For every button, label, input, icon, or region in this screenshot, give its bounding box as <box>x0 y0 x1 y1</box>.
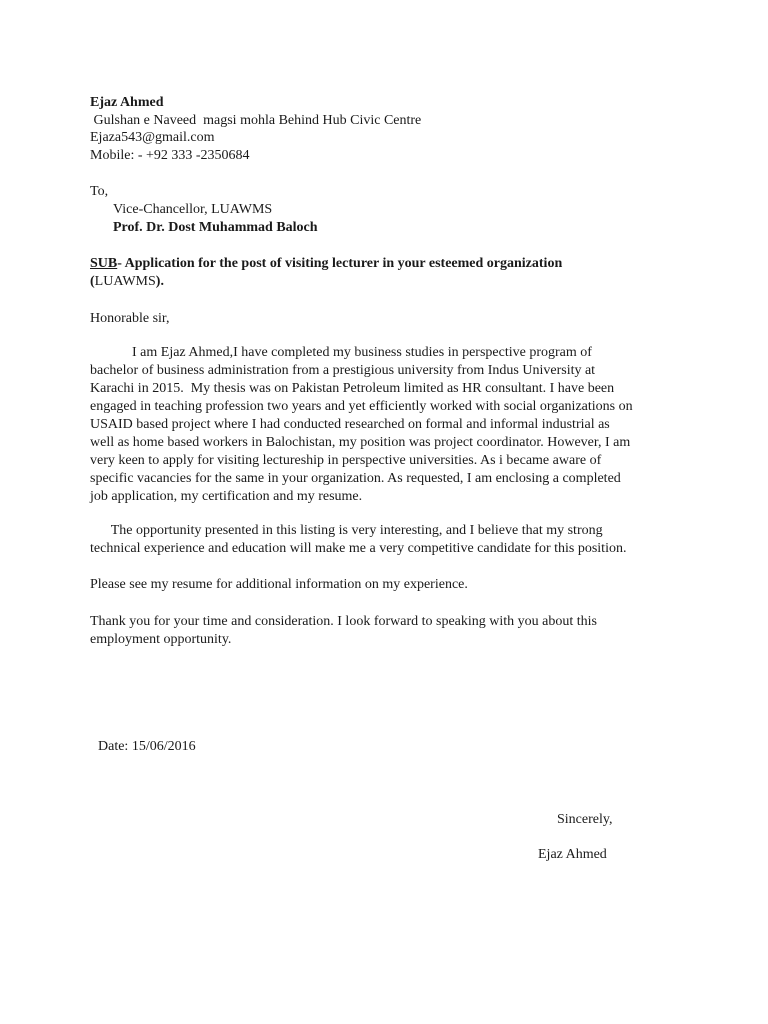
signature: Ejaz Ahmed <box>538 847 607 862</box>
recipient-title: Vice-Chancellor, LUAWMS <box>113 202 273 217</box>
recipient-to: To, <box>90 184 109 199</box>
paragraph-2: The opportunity presented in this listing is very interesting, and I believe that my strong technical experience and education will make me a very competitive candidate for this position. <box>90 523 627 556</box>
salutation: Honorable sir, <box>90 311 170 326</box>
subject-line-2: (LUAWMS). <box>90 274 164 289</box>
paragraph-4: Thank you for your time and consideration. I look forward to speaking with you about this employment opportunity. <box>90 614 598 647</box>
sender-mobile: Mobile: - +92 333 -2350684 <box>90 148 250 163</box>
sender-email: Ejaza543@gmail.com <box>90 130 215 145</box>
sender-name: Ejaz Ahmed <box>90 95 164 110</box>
closing: Sincerely, <box>557 812 613 827</box>
paragraph-1: I am Ejaz Ahmed,I have completed my business studies in perspective program of bachelor of business administration from a prestigious university from Indus University at Karachi in 2015. My thesis was on Pakistan Petroleum limited as HR consultant. I have been engaged in teaching profession two years and yet efficiently worked with social organizations on USAID based project where I had conducted researched on formal and informal industrial as well as home based workers in Balochistan, my position was project coordinator. However, I am very keen to apply for visiting lectureship in perspective universities. As i became aware of specific vacancies for the same in your organization. As requested, I am enclosing a completed job application, my certification and my resume. <box>90 345 633 504</box>
subject-org: LUAWMS <box>94 274 156 289</box>
subject-text: - Application for the post of visiting lecturer in your esteemed organization <box>117 256 563 271</box>
subject-prefix: SUB <box>90 256 118 271</box>
paragraph-3: Please see my resume for additional information on my experience. <box>90 577 468 592</box>
letter-date: Date: 15/06/2016 <box>98 739 196 754</box>
recipient-name: Prof. Dr. Dost Muhammad Baloch <box>113 220 318 235</box>
subject-line <box>90 255 562 273</box>
sender-address: Gulshan e Naveed magsi mohla Behind Hub Civic Centre <box>90 113 422 128</box>
